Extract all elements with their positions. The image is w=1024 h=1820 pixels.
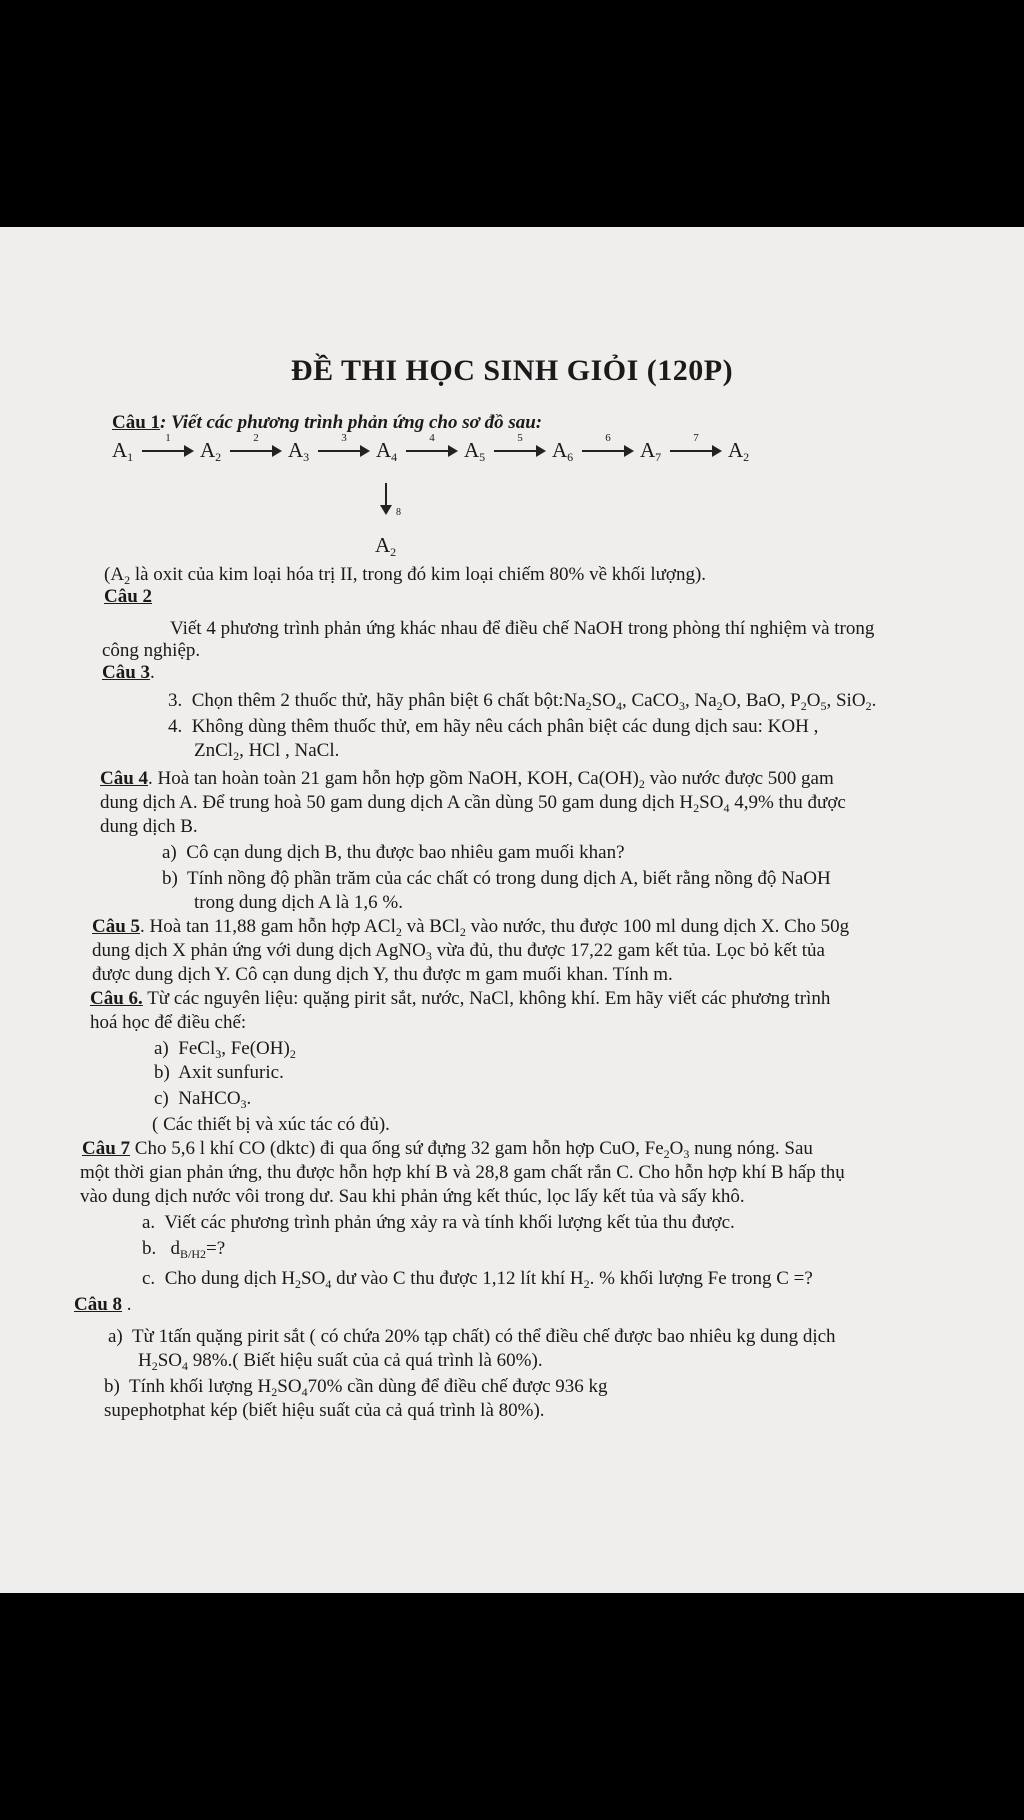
question-7-line-1: Câu 7 Cho 5,6 l khí CO (dktc) đi qua ống sứ đựng 32 gam hỗn hợp CuO, $Fe_2O_3$ nung nóng. Sau — [82, 1138, 813, 1161]
question-8-part-a-line-2: $H_2SO_4$ 98%.( Biết hiệu suất của cả quá trình là 60%). — [138, 1350, 543, 1373]
question-7-part-a: a. Viết các phương trình phản ứng xảy ra và tính khối lượng kết tủa thu được. — [142, 1212, 735, 1233]
question-8-part-b-line-2: supephotphat kép (biết hiệu suất của cả quá trình là 80%). — [104, 1400, 545, 1421]
question-1-note: ($A_2$ là oxit của kim loại hóa trị II, trong đó kim loại chiếm 80% về khối lượng). — [104, 564, 707, 587]
question-8-label-line: Câu 8 . — [74, 1294, 132, 1315]
question-6-label: Câu 6. — [90, 988, 143, 1009]
down-arrow: 8 — [376, 483, 400, 519]
chain-node: $A_7$ — [640, 438, 662, 464]
question-2-line-1: Viết 4 phương trình phản ứng khác nhau để điều chế NaOH trong phòng thí nghiệm và trong — [170, 618, 875, 639]
question-4-line-1: Câu 4. Hoà tan hoàn toàn 21 gam hỗn hợp gồm NaOH, KOH, $Ca(OH)_2$ vào nước được 500 gam — [100, 768, 834, 791]
question-3-label-line: Câu 3. — [102, 662, 155, 683]
chain-node: $A_2$ — [200, 438, 222, 464]
question-6-note: ( Các thiết bị và xúc tác có đủ). — [152, 1114, 390, 1135]
question-6-part-c: c) NaHCO$_3$. — [154, 1088, 252, 1111]
question-5-line-2: dung dịch X phản ứng với dung dịch AgNO$_3$ vừa đủ, thu được 17,22 gam kết tủa. Lọc bỏ kết tủa — [92, 940, 825, 963]
question-6-part-a: a) FeCl$_3$, $Fe(OH)_2$ — [154, 1038, 296, 1061]
reaction-arrow: 1 — [142, 434, 194, 464]
question-4-line-3: dung dịch B. — [100, 816, 198, 837]
question-3-item-4-line-2: ZnCl$_2$, HCl , NaCl. — [194, 740, 340, 763]
chain-node: $A_2$ — [728, 438, 750, 464]
chain-node: $A_3$ — [288, 438, 310, 464]
question-7-part-c: c. Cho dung dịch $H_2SO_4$ dư vào C thu được 1,12 lít khí $H_2$. % khối lượng Fe trong C =? — [142, 1268, 813, 1291]
question-6-line-1: Câu 6. Từ các nguyên liệu: quặng pirit sắt, nước, NaCl, không khí. Em hãy viết các phương trình — [90, 988, 831, 1009]
question-3-item-4: 4. Không dùng thêm thuốc thử, em hãy nêu cách phân biệt các dung dịch sau: KOH , — [168, 716, 819, 737]
exam-title: ĐỀ THI HỌC SINH GIỎI (120P) — [290, 354, 734, 387]
question-7-label: Câu 7 — [82, 1138, 131, 1159]
question-2-line-2: công nghiệp. — [102, 640, 201, 661]
question-1-label: Câu 1 — [112, 412, 161, 433]
question-6-line-2: hoá học để điều chế: — [90, 1012, 247, 1033]
question-3-label: Câu 3 — [102, 662, 151, 683]
reaction-arrow: 6 — [582, 434, 634, 464]
question-8-part-a: a) Từ 1tấn quặng pirit sắt ( có chứa 20% tạp chất) có thể điều chế được bao nhiêu kg dung dịch — [108, 1326, 836, 1347]
question-7-part-b: b. $d_{B/H2}=$? — [142, 1238, 226, 1261]
reaction-arrow: 7 — [670, 434, 722, 464]
question-5-label: Câu 5 — [92, 916, 141, 937]
reaction-arrow: 5 — [494, 434, 546, 464]
reaction-arrow: 4 — [406, 434, 458, 464]
question-4-label: Câu 4 — [100, 768, 149, 789]
question-4-part-a: a) Cô cạn dung dịch B, thu được bao nhiêu gam muối khan? — [162, 842, 625, 863]
reaction-arrow: 3 — [318, 434, 370, 464]
chain-down-node: $A_2$ — [375, 533, 397, 559]
question-4-part-b-line-2: trong dung dịch A là 1,6 %. — [194, 892, 403, 913]
chain-node: $A_5$ — [464, 438, 486, 464]
exam-paper — [0, 227, 1024, 1593]
chain-node: $A_6$ — [552, 438, 574, 464]
question-7-line-2: một thời gian phản ứng, thu được hỗn hợp khí B và 28,8 gam chất rắn C. Cho hỗn hợp khí B hấp thụ — [80, 1162, 845, 1183]
chain-node: $A_1$ — [112, 438, 134, 464]
question-4-part-b: b) Tính nồng độ phần trăm của các chất có trong dung dịch A, biết rằng nồng độ NaOH — [162, 868, 831, 889]
question-8-label: Câu 8 — [74, 1294, 123, 1315]
question-1-text: : Viết các phương trình phản ứng cho sơ đồ sau: — [160, 412, 543, 433]
question-2-label-line — [104, 585, 152, 609]
question-5-line-1: Câu 5. Hoà tan 11,88 gam hỗn hợp ACl$_2$ và BCl$_2$ vào nước, thu được 100 ml dung dịch X. Cho 50g — [92, 916, 850, 939]
question-6-part-b: b) Axit sunfuric. — [154, 1062, 284, 1083]
question-5-line-3: được dung dịch Y. Cô cạn dung dịch Y, thu được m gam muối khan. Tính m. — [92, 964, 673, 985]
reaction-arrow: 2 — [230, 434, 282, 464]
chain-node: $A_4$ — [376, 438, 398, 464]
question-4-line-2: dung dịch A. Để trung hoà 50 gam dung dịch A cần dùng 50 gam dung dịch $H_2SO_4$ 4,9% thu được — [100, 792, 846, 815]
question-2-label: Câu 2 — [104, 586, 153, 607]
question-8-part-b: b) Tính khối lượng $H_2SO_470\%$ cần dùng để điều chế được 936 kg — [104, 1376, 608, 1399]
question-7-line-3: vào dung dịch nước vôi trong dư. Sau khi phản ứng kết thúc, lọc lấy kết tủa và sấy khô. — [80, 1186, 745, 1207]
question-3-item-3: 3. Chọn thêm 2 thuốc thử, hãy phân biệt 6 chất $bột:Na_2SO_4$, CaCO$_3$, $Na_2O$, BaO, $P_2O_5$, SiO$_2$. — [168, 690, 877, 713]
